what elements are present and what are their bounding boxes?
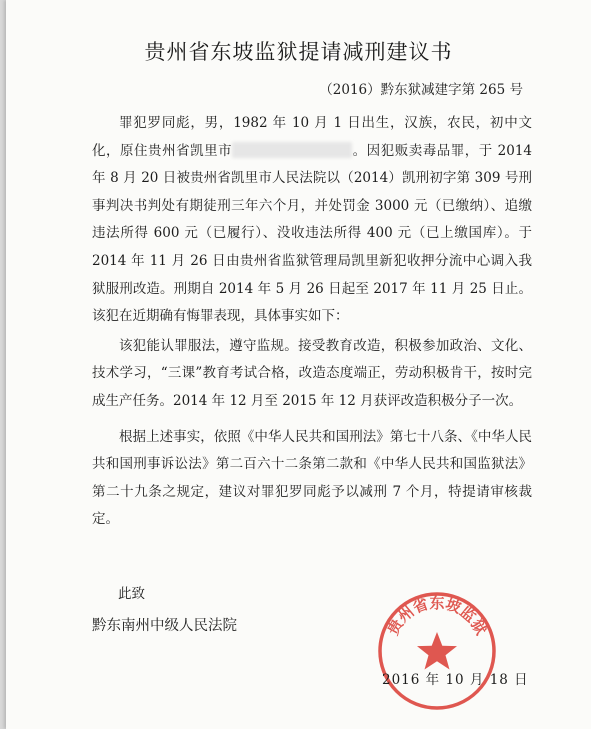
official-seal bbox=[376, 590, 498, 712]
paragraph-behavior: 该犯能认罪服法，遵守监规。接受教育改造，积极参加政治、文化、技术学习，“三课”教育考试合格，改造态度端正，劳动积极肯干，按时完成生产任务。2014 年 12 月至 2015 年 12 月获评改造积极分子一次。 bbox=[92, 337, 532, 409]
seal-star-icon bbox=[417, 632, 457, 670]
document-page bbox=[6, 0, 591, 729]
recipient-court: 黔东南州中级人民法院 bbox=[92, 618, 237, 634]
document-date: 2016 年 10 月 18 日 bbox=[382, 672, 529, 688]
document-number: （2016）黔东狱减建字第 265 号 bbox=[319, 82, 523, 98]
paragraph-proposal: 根据上述事实，依照《中华人民共和国刑法》第七十八条、《中华人民共和国刑事诉讼法》第二百六十二条第二款和《中华人民共和国监狱法》第二十九条之规定，建议对罪犯罗同彪予以减刑 7 个月，特提请审核裁定。 bbox=[92, 428, 532, 528]
document-body bbox=[92, 110, 532, 534]
seal-text: 贵州省东坡监狱 bbox=[383, 594, 491, 639]
closing-salutation: 此致 bbox=[118, 586, 145, 602]
redacted-address bbox=[232, 142, 352, 158]
paragraph-facts-part2: 。因犯贩卖毒品罪，于 2014 年 8 月 20 日被贵州省凯里市人民法院以（2014）凯刑初字第 309 号刑事判决书判处有期徒刑三年六个月，并处罚金 3000 元（已缴纳）、追缴违法所得 600 元（已履行）、没收违法所得 400 元（已上缴国库）。于 2014 年 11 月 26 日由贵州省监狱管理局凯里新犯收押分流中心调入我狱服刑改造。刑期自 2014 年 5 月 26 日起至 2017 年 11 月 25 日止。该犯在近期确有悔罪表现，具体事实如下： bbox=[92, 142, 532, 325]
paragraph-facts-part1: 罪犯罗同彪，男，1982 年 10 月 1 日出生，汉族，农民，初中文化，原住贵州省凯里市 bbox=[92, 115, 532, 159]
paragraph-facts bbox=[92, 110, 532, 331]
document-title: 贵州省东坡监狱提请减刑建议书 bbox=[144, 40, 453, 64]
